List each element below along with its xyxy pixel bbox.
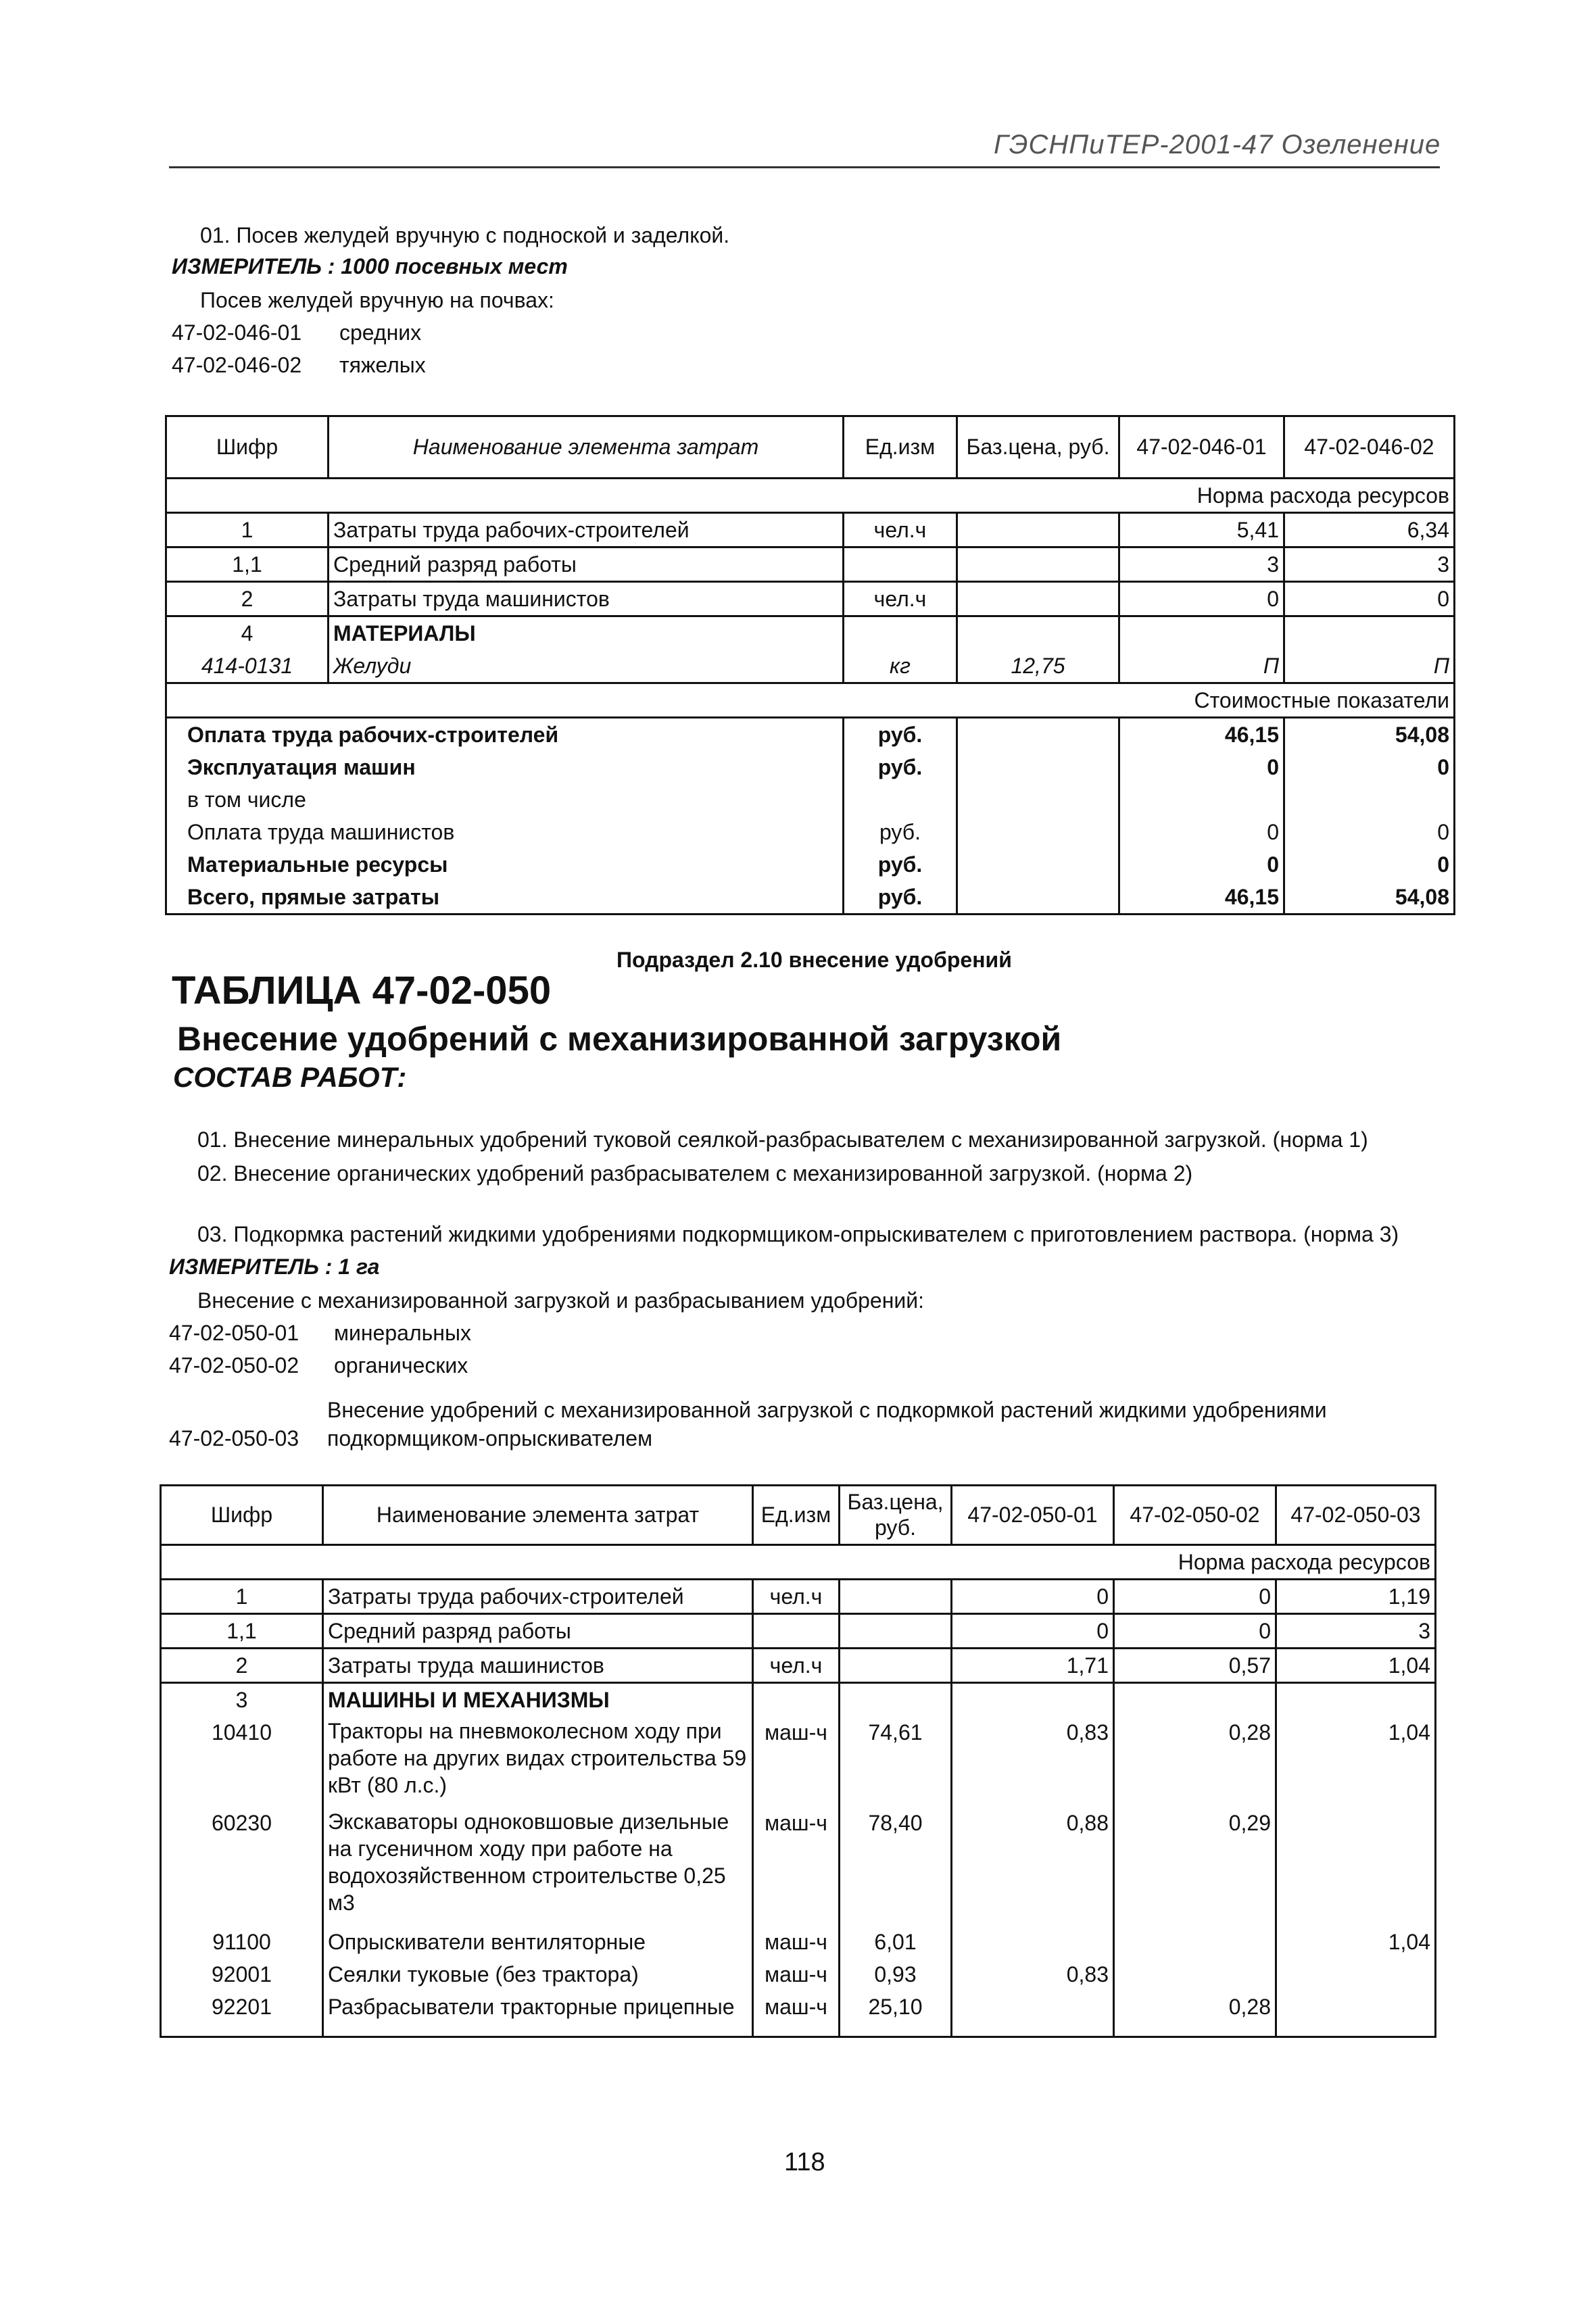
col-header: Шифр bbox=[166, 416, 329, 479]
code-item-code: 47-02-050-03 bbox=[169, 1426, 299, 1451]
col-header: 47-02-046-02 bbox=[1284, 416, 1455, 479]
cost-label: Стоимостные показатели bbox=[166, 683, 1455, 718]
row-price bbox=[840, 1683, 952, 1717]
row-code: 1,1 bbox=[161, 1614, 323, 1649]
page-number: 118 bbox=[784, 2148, 825, 2176]
row-value bbox=[1276, 1807, 1436, 1926]
cost-value bbox=[1284, 783, 1455, 816]
cost-value: 0 bbox=[1284, 848, 1455, 881]
norma-label: Норма расхода ресурсов bbox=[166, 479, 1455, 513]
running-header: ГЭСНПиТЕР-2001-47 Озеленение bbox=[994, 130, 1441, 160]
table-row bbox=[166, 547, 1455, 582]
cost-price bbox=[957, 783, 1119, 816]
cost-name: в том числе bbox=[166, 783, 844, 816]
row-unit: маш-ч bbox=[753, 1807, 840, 1926]
row-price: 0,93 bbox=[840, 1958, 952, 1991]
operation-line: 01. Внесение минеральных удобрений туковой сеялкой-разбрасывателем с механизированной загрузкой. (норма 1) bbox=[197, 1127, 1368, 1152]
row-value bbox=[1276, 1683, 1436, 1717]
row-value bbox=[1276, 1991, 1436, 2037]
row-value bbox=[1119, 616, 1284, 650]
row-code: 92001 bbox=[161, 1958, 323, 1991]
row-name: Сеялки туковые (без трактора) bbox=[323, 1958, 753, 1991]
operation-line: 01. Посев желудей вручную с подноской и заделкой. bbox=[200, 223, 730, 247]
row-value bbox=[1284, 616, 1455, 650]
cost-row bbox=[166, 718, 1455, 752]
cost-value: 0 bbox=[1119, 816, 1284, 848]
row-name: МАТЕРИАЛЫ bbox=[329, 616, 844, 650]
section-label-row bbox=[166, 479, 1455, 513]
cost-unit: руб. bbox=[844, 848, 957, 881]
cost-value: 46,15 bbox=[1119, 881, 1284, 915]
cost-row bbox=[166, 783, 1455, 816]
row-value: 0,83 bbox=[952, 1958, 1114, 1991]
code-item-name: органических bbox=[334, 1353, 468, 1378]
row-value: 0 bbox=[1119, 582, 1284, 616]
table-header-row bbox=[166, 416, 1455, 479]
row-value: 6,34 bbox=[1284, 513, 1455, 547]
sostav-heading: СОСТАВ РАБОТ: bbox=[173, 1061, 407, 1093]
row-value: 1,19 bbox=[1276, 1580, 1436, 1614]
code-item-name: средних bbox=[339, 320, 422, 345]
row-name: Тракторы на пневмоколесном ходу при работе на других видах строительства 59 кВт (80 л.с.) bbox=[323, 1716, 753, 1807]
row-name: МАШИНЫ И МЕХАНИЗМЫ bbox=[323, 1683, 753, 1717]
col-header: 47-02-050-01 bbox=[952, 1486, 1114, 1545]
cost-unit: руб. bbox=[844, 751, 957, 783]
row-name: Затраты труда рабочих-строителей bbox=[329, 513, 844, 547]
table-row bbox=[166, 616, 1455, 650]
row-unit: чел.ч bbox=[753, 1649, 840, 1683]
code-item-code: 47-02-046-02 bbox=[172, 353, 302, 377]
row-value: 0,83 bbox=[952, 1716, 1114, 1807]
table-row bbox=[166, 513, 1455, 547]
row-name: Разбрасыватели тракторные прицепные bbox=[323, 1991, 753, 2037]
cost-price bbox=[957, 816, 1119, 848]
row-value bbox=[1114, 1683, 1276, 1717]
cost-row bbox=[166, 751, 1455, 783]
intro-line: Внесение с механизированной загрузкой и разбрасыванием удобрений: bbox=[197, 1288, 925, 1313]
row-name: Опрыскиватели вентиляторные bbox=[323, 1926, 753, 1958]
row-price bbox=[957, 616, 1119, 650]
col-header: 47-02-046-01 bbox=[1119, 416, 1284, 479]
cost-value: 54,08 bbox=[1284, 718, 1455, 752]
table-subtitle: Внесение удобрений с механизированной загрузкой bbox=[177, 1020, 1062, 1058]
row-unit: кг bbox=[844, 650, 957, 683]
cost-unit: руб. bbox=[844, 881, 957, 915]
row-price: 6,01 bbox=[840, 1926, 952, 1958]
row-code: 1 bbox=[161, 1580, 323, 1614]
col-header: 47-02-050-02 bbox=[1114, 1486, 1276, 1545]
row-value: 1,71 bbox=[952, 1649, 1114, 1683]
row-unit bbox=[844, 547, 957, 582]
row-price bbox=[957, 582, 1119, 616]
row-code: 3 bbox=[161, 1683, 323, 1717]
row-code: 2 bbox=[166, 582, 329, 616]
row-value: 3 bbox=[1119, 547, 1284, 582]
subsection-heading: Подраздел 2.10 внесение удобрений bbox=[616, 948, 1012, 972]
row-value bbox=[952, 1926, 1114, 1958]
table-row bbox=[161, 1649, 1436, 1683]
row-value bbox=[952, 1683, 1114, 1717]
table-row bbox=[161, 1580, 1436, 1614]
row-value: 0,29 bbox=[1114, 1807, 1276, 1926]
table-title: ТАБЛИЦА 47-02-050 bbox=[172, 969, 552, 1013]
cost-name: Всего, прямые затраты bbox=[166, 881, 844, 915]
row-code: 1,1 bbox=[166, 547, 329, 582]
row-unit: чел.ч bbox=[844, 582, 957, 616]
row-unit: маш-ч bbox=[753, 1926, 840, 1958]
cost-value: 46,15 bbox=[1119, 718, 1284, 752]
code-item-desc: Внесение удобрений с механизированной загрузкой с подкормкой растений жидкими удобрениями bbox=[327, 1398, 1327, 1422]
row-price: 25,10 bbox=[840, 1991, 952, 2037]
row-name: Экскаваторы одноковшовые дизельные на гусеничном ходу при работе на водохозяйственном строительстве 0,25 м3 bbox=[323, 1807, 753, 1926]
col-header: Баз.цена, руб. bbox=[957, 416, 1119, 479]
row-unit bbox=[844, 616, 957, 650]
row-unit: чел.ч bbox=[753, 1580, 840, 1614]
resource-table-2 bbox=[160, 1484, 1436, 2038]
cost-value: 0 bbox=[1119, 751, 1284, 783]
row-name: Затраты труда машинистов bbox=[329, 582, 844, 616]
cost-price bbox=[957, 718, 1119, 752]
row-name: Затраты труда рабочих-строителей bbox=[323, 1580, 753, 1614]
cost-price bbox=[957, 881, 1119, 915]
code-item-name: минеральных bbox=[334, 1321, 471, 1345]
row-code: 60230 bbox=[161, 1807, 323, 1926]
cost-unit: руб. bbox=[844, 718, 957, 752]
row-value: 0,28 bbox=[1114, 1716, 1276, 1807]
row-value: П bbox=[1284, 650, 1455, 683]
cost-value: 0 bbox=[1284, 751, 1455, 783]
row-code: 4 bbox=[166, 616, 329, 650]
code-item-code: 47-02-050-01 bbox=[169, 1321, 299, 1345]
row-price: 12,75 bbox=[957, 650, 1119, 683]
row-price bbox=[840, 1614, 952, 1649]
cost-value bbox=[1119, 783, 1284, 816]
operation-line: 02. Внесение органических удобрений разбрасывателем с механизированной загрузкой. (норма 2) bbox=[197, 1161, 1193, 1186]
row-value: 0,88 bbox=[952, 1807, 1114, 1926]
cost-value: 0 bbox=[1284, 816, 1455, 848]
col-header: Шифр bbox=[161, 1486, 323, 1545]
row-value: 3 bbox=[1284, 547, 1455, 582]
col-header: Ед.изм bbox=[844, 416, 957, 479]
cost-price bbox=[957, 848, 1119, 881]
row-value bbox=[1276, 1958, 1436, 1991]
cost-name: Оплата труда рабочих-строителей bbox=[166, 718, 844, 752]
row-value: 0 bbox=[952, 1614, 1114, 1649]
row-code: 2 bbox=[161, 1649, 323, 1683]
row-unit bbox=[753, 1683, 840, 1717]
cost-unit bbox=[844, 783, 957, 816]
row-code: 414-0131 bbox=[166, 650, 329, 683]
row-unit bbox=[753, 1614, 840, 1649]
col-header: Ед.изм bbox=[753, 1486, 840, 1545]
row-value: 0 bbox=[1114, 1580, 1276, 1614]
row-value: 1,04 bbox=[1276, 1926, 1436, 1958]
table-row bbox=[161, 1926, 1436, 1958]
section-label-row bbox=[166, 683, 1455, 718]
row-unit: маш-ч bbox=[753, 1958, 840, 1991]
row-code: 1 bbox=[166, 513, 329, 547]
row-code: 10410 bbox=[161, 1716, 323, 1807]
header-rule bbox=[169, 166, 1440, 168]
operation-line: 03. Подкормка растений жидкими удобрениями подкормщиком-опрыскивателем с приготовлением раствора. (норма 3) bbox=[197, 1222, 1399, 1246]
row-name: Средний разряд работы bbox=[329, 547, 844, 582]
cost-unit: руб. bbox=[844, 816, 957, 848]
row-name: Желуди bbox=[329, 650, 844, 683]
table-row bbox=[166, 582, 1455, 616]
cost-name: Эксплуатация машин bbox=[166, 751, 844, 783]
row-value: П bbox=[1119, 650, 1284, 683]
row-name: Средний разряд работы bbox=[323, 1614, 753, 1649]
table-header-row bbox=[161, 1486, 1436, 1545]
row-price bbox=[840, 1649, 952, 1683]
row-value: 0 bbox=[1284, 582, 1455, 616]
code-item-desc: подкормщиком-опрыскивателем bbox=[327, 1426, 653, 1451]
row-value: 0,57 bbox=[1114, 1649, 1276, 1683]
row-value: 0 bbox=[952, 1580, 1114, 1614]
col-header: Баз.цена, руб. bbox=[840, 1486, 952, 1545]
row-value bbox=[1114, 1958, 1276, 1991]
cost-row bbox=[166, 881, 1455, 915]
row-unit: чел.ч bbox=[844, 513, 957, 547]
cost-price bbox=[957, 751, 1119, 783]
row-price: 78,40 bbox=[840, 1807, 952, 1926]
code-item-name: тяжелых bbox=[339, 353, 426, 377]
row-code: 92201 bbox=[161, 1991, 323, 2037]
cost-value: 54,08 bbox=[1284, 881, 1455, 915]
code-item-code: 47-02-046-01 bbox=[172, 320, 302, 345]
col-header: 47-02-050-03 bbox=[1276, 1486, 1436, 1545]
norma-label: Норма расхода ресурсов bbox=[161, 1545, 1436, 1580]
table-row bbox=[161, 1683, 1436, 1717]
row-unit: маш-ч bbox=[753, 1716, 840, 1807]
table-row bbox=[161, 1958, 1436, 1991]
cost-value: 0 bbox=[1119, 848, 1284, 881]
code-item-code: 47-02-050-02 bbox=[169, 1353, 299, 1378]
table-row bbox=[166, 650, 1455, 683]
row-code: 91100 bbox=[161, 1926, 323, 1958]
cost-name: Материальные ресурсы bbox=[166, 848, 844, 881]
row-value bbox=[1114, 1926, 1276, 1958]
meter-line: ИЗМЕРИТЕЛЬ : 1 га bbox=[169, 1254, 380, 1279]
meter-line: ИЗМЕРИТЕЛЬ : 1000 посевных мест bbox=[172, 254, 568, 278]
row-value: 1,04 bbox=[1276, 1649, 1436, 1683]
table-row bbox=[161, 1807, 1436, 1926]
cost-row bbox=[166, 848, 1455, 881]
cost-name: Оплата труда машинистов bbox=[166, 816, 844, 848]
intro-line: Посев желудей вручную на почвах: bbox=[200, 288, 554, 312]
row-price bbox=[957, 547, 1119, 582]
table-row bbox=[161, 1614, 1436, 1649]
resource-table-1 bbox=[165, 415, 1455, 915]
col-header: Наименование элемента затрат bbox=[323, 1486, 753, 1545]
row-value: 1,04 bbox=[1276, 1716, 1436, 1807]
row-value: 3 bbox=[1276, 1614, 1436, 1649]
section-label-row bbox=[161, 1545, 1436, 1580]
table-row bbox=[161, 1716, 1436, 1807]
row-price bbox=[840, 1580, 952, 1614]
col-header: Наименование элемента затрат bbox=[329, 416, 844, 479]
row-value bbox=[952, 1991, 1114, 2037]
cost-row bbox=[166, 816, 1455, 848]
row-value: 0,28 bbox=[1114, 1991, 1276, 2037]
row-value: 0 bbox=[1114, 1614, 1276, 1649]
row-price bbox=[957, 513, 1119, 547]
row-name: Затраты труда машинистов bbox=[323, 1649, 753, 1683]
table-row bbox=[161, 1991, 1436, 2037]
row-unit: маш-ч bbox=[753, 1991, 840, 2037]
row-value: 5,41 bbox=[1119, 513, 1284, 547]
row-price: 74,61 bbox=[840, 1716, 952, 1807]
